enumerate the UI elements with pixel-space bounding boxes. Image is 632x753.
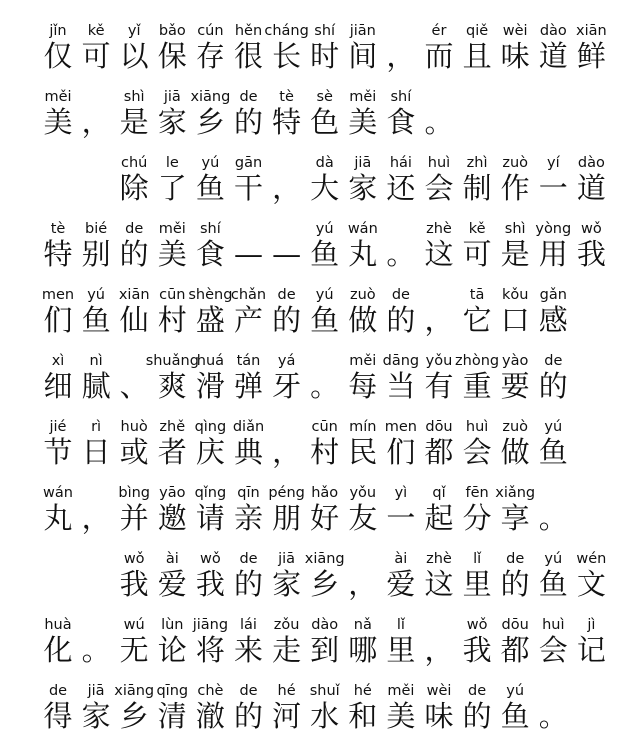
hanzi: 道 <box>538 39 568 73</box>
hanzi: 清 <box>157 699 187 733</box>
hanzi: 的 <box>233 105 263 139</box>
pinyin: tán <box>236 353 261 369</box>
pinyin: chè <box>197 683 224 699</box>
pinyin: de <box>239 683 258 699</box>
hanzi: 有 <box>424 369 454 403</box>
hanzi: 起 <box>424 501 454 535</box>
pinyin: ài <box>165 551 179 567</box>
pinyin: dà <box>315 155 334 171</box>
pinyin: lùn <box>161 617 184 633</box>
hanzi: 牙 <box>272 369 302 403</box>
hanzi: 口 <box>500 303 530 337</box>
hanzi: 以 <box>119 39 149 73</box>
pinyin: xiāng <box>114 683 155 699</box>
hanzi: 家 <box>157 105 187 139</box>
hanzi: 请 <box>195 501 225 535</box>
pinyin: xiāng <box>190 89 231 105</box>
text-line <box>0 8 632 74</box>
hanzi: 爱 <box>157 567 187 601</box>
hanzi: 特 <box>43 237 73 271</box>
hanzi: ， <box>272 435 302 469</box>
hanzi: 里 <box>462 567 492 601</box>
hanzi: 鱼 <box>538 435 568 469</box>
pinyin: jiā <box>278 551 296 567</box>
pinyin: de <box>277 287 296 303</box>
hanzi: 一 <box>538 171 568 205</box>
hanzi: 产 <box>233 303 263 337</box>
pinyin: gǎn <box>539 287 567 303</box>
hanzi: 文 <box>576 567 606 601</box>
hanzi: 制 <box>462 171 492 205</box>
pinyin: tā <box>469 287 485 303</box>
pinyin: fēn <box>465 485 489 501</box>
pinyin: yú <box>87 287 105 303</box>
pinyin: shì <box>123 89 145 105</box>
pinyin: qīn <box>237 485 260 501</box>
hanzi: 的 <box>386 303 416 337</box>
hanzi: 它 <box>462 303 492 337</box>
hanzi: 并 <box>119 501 149 535</box>
hanzi: 盛 <box>195 303 225 337</box>
pinyin: de <box>468 683 487 699</box>
pinyin: qǐ <box>432 485 446 501</box>
pinyin: yá <box>277 353 296 369</box>
pinyin: zhě <box>159 419 186 435</box>
hanzi: 得 <box>43 699 73 733</box>
hanzi: 的 <box>272 303 302 337</box>
pinyin: zhè <box>426 551 452 567</box>
hanzi: 特 <box>272 105 302 139</box>
pinyin: chǎn <box>230 287 267 303</box>
hanzi: 做 <box>500 435 530 469</box>
hanzi: 庆 <box>195 435 225 469</box>
hanzi: 每 <box>348 369 378 403</box>
hanzi: 。 <box>310 369 340 403</box>
hanzi: ， <box>81 501 111 535</box>
hanzi: 爽 <box>157 369 187 403</box>
pinyin: hé <box>277 683 296 699</box>
hanzi: 保 <box>157 39 187 73</box>
text-line <box>0 272 632 338</box>
pinyin: měi <box>158 221 186 237</box>
pinyin: mín <box>349 419 377 435</box>
hanzi: 的 <box>233 567 263 601</box>
pinyin: yǒu <box>349 485 377 501</box>
hanzi: 我 <box>119 567 149 601</box>
hanzi: 鱼 <box>500 699 530 733</box>
pinyin: kǒu <box>501 287 529 303</box>
hanzi: 。 <box>424 105 454 139</box>
hanzi: 村 <box>310 435 340 469</box>
hanzi: 仅 <box>43 39 73 73</box>
hanzi: 。 <box>81 633 111 667</box>
pinyin: chú <box>121 155 148 171</box>
pinyin: měi <box>349 89 377 105</box>
hanzi: 鱼 <box>310 237 340 271</box>
hanzi: 感 <box>538 303 568 337</box>
pinyin: lǐ <box>396 617 405 633</box>
hanzi: 很 <box>233 39 263 73</box>
hanzi: 家 <box>348 171 378 205</box>
hanzi: 作 <box>500 171 530 205</box>
hanzi: 食 <box>195 237 225 271</box>
pinyin: hěn <box>234 23 263 39</box>
pinyin: tè <box>279 89 294 105</box>
pinyin: shuǐ <box>309 683 340 699</box>
pinyin: dāng <box>382 353 420 369</box>
pinyin: yí <box>546 155 560 171</box>
hanzi: 别 <box>81 237 111 271</box>
hanzi: 腻 <box>81 369 111 403</box>
hanzi: 亲 <box>233 501 263 535</box>
hanzi: 鱼 <box>538 567 568 601</box>
pinyin: qǐng <box>194 485 227 501</box>
pinyin: huà <box>44 617 72 633</box>
pinyin: wán <box>347 221 378 237</box>
pinyin: wèi <box>426 683 452 699</box>
hanzi: ， <box>272 171 302 205</box>
pinyin: zǒu <box>273 617 300 633</box>
hanzi: 滑 <box>195 369 225 403</box>
pinyin: wǒ <box>581 221 602 237</box>
hanzi: 色 <box>310 105 340 139</box>
pinyin: xiān <box>576 23 607 39</box>
pinyin: shuǎng <box>145 353 199 369</box>
hanzi: 丸 <box>348 237 378 271</box>
pinyin: yǒu <box>425 353 453 369</box>
hanzi: 食 <box>386 105 416 139</box>
pinyin: cūn <box>159 287 186 303</box>
pinyin: kě <box>468 221 486 237</box>
hanzi: 是 <box>119 105 149 139</box>
hanzi: 是 <box>500 237 530 271</box>
pinyin: wú <box>123 617 145 633</box>
text-line <box>0 140 632 206</box>
hanzi: 味 <box>500 39 530 73</box>
pinyin: cūn <box>311 419 338 435</box>
hanzi: 干 <box>233 171 263 205</box>
hanzi: 乡 <box>310 567 340 601</box>
pinyin: jǐn <box>49 23 67 39</box>
hanzi: 鱼 <box>195 171 225 205</box>
pinyin: huì <box>465 419 489 435</box>
hanzi: 朋 <box>272 501 302 535</box>
pinyin: xì <box>51 353 65 369</box>
hanzi: 到 <box>310 633 340 667</box>
hanzi: 的 <box>233 699 263 733</box>
pinyin: dào <box>577 155 605 171</box>
pinyin: zhè <box>426 221 452 237</box>
pinyin: yú <box>201 155 220 171</box>
hanzi: 鱼 <box>81 303 111 337</box>
pinyin: zhòng <box>455 353 500 369</box>
pinyin: xiǎng <box>495 485 536 501</box>
hanzi: 们 <box>386 435 416 469</box>
pinyin: rì <box>91 419 102 435</box>
pinyin: nì <box>89 353 103 369</box>
pinyin: ér <box>431 23 447 39</box>
pinyin: jié <box>49 419 67 435</box>
pinyin: shí <box>390 89 412 105</box>
hanzi: 且 <box>462 39 492 73</box>
hanzi: 的 <box>500 567 530 601</box>
hanzi: 日 <box>81 435 111 469</box>
hanzi: 道 <box>576 171 606 205</box>
hanzi: 节 <box>43 435 73 469</box>
hanzi: ， <box>424 303 454 337</box>
pinyin: yú <box>544 551 563 567</box>
hanzi: 哪 <box>348 633 378 667</box>
pinyin: zhì <box>466 155 488 171</box>
pinyin: shí <box>314 23 336 39</box>
pinyin: diǎn <box>232 419 265 435</box>
pinyin: yú <box>315 221 334 237</box>
pinyin: zuò <box>502 419 529 435</box>
pinyin: huá <box>196 353 225 369</box>
hanzi: 。 <box>538 501 568 535</box>
pinyin: qiě <box>466 23 489 39</box>
hanzi: 水 <box>310 699 340 733</box>
hanzi: 可 <box>81 39 111 73</box>
pinyin: yāo <box>159 485 186 501</box>
pinyin: bǎo <box>158 23 186 39</box>
pinyin: yòng <box>535 221 572 237</box>
pinyin: jiān <box>349 23 376 39</box>
hanzi: 。 <box>386 237 416 271</box>
pinyin: měi <box>349 353 377 369</box>
pinyin: bié <box>85 221 108 237</box>
text-line <box>0 74 632 140</box>
pinyin: qīng <box>156 683 189 699</box>
pinyin: bìng <box>118 485 150 501</box>
pinyin: jiā <box>87 683 105 699</box>
hanzi: 我 <box>576 237 606 271</box>
pinyin: wén <box>576 551 607 567</box>
pinyin: cháng <box>264 23 309 39</box>
pinyin: dōu <box>501 617 529 633</box>
hanzi: 走 <box>272 633 302 667</box>
pinyin: shì <box>504 221 526 237</box>
pinyin: dōu <box>425 419 453 435</box>
hanzi: 会 <box>462 435 492 469</box>
hanzi: 时 <box>310 39 340 73</box>
hanzi: 家 <box>81 699 111 733</box>
hanzi: 会 <box>424 171 454 205</box>
hanzi: 的 <box>538 369 568 403</box>
pinyin: péng <box>268 485 305 501</box>
pinyin: měi <box>387 683 415 699</box>
pinyin: zuò <box>349 287 376 303</box>
hanzi: 要 <box>500 369 530 403</box>
pinyin: yú <box>544 419 563 435</box>
pinyin: sè <box>316 89 333 105</box>
hanzi: 美 <box>157 237 187 271</box>
pinyin: huì <box>427 155 451 171</box>
hanzi: 村 <box>157 303 187 337</box>
pinyin: hǎo <box>311 485 339 501</box>
pinyin: de <box>125 221 144 237</box>
hanzi: 家 <box>272 567 302 601</box>
pinyin: yào <box>502 353 529 369</box>
hanzi: 、 <box>119 369 149 403</box>
hanzi: 细 <box>43 369 73 403</box>
hanzi: 用 <box>538 237 568 271</box>
hanzi: 爱 <box>386 567 416 601</box>
hanzi: 美 <box>43 105 73 139</box>
pinyin: wèi <box>502 23 528 39</box>
pinyin: nǎ <box>353 617 372 633</box>
hanzi: 这 <box>424 567 454 601</box>
hanzi: 记 <box>576 633 606 667</box>
pinyin: jiā <box>354 155 372 171</box>
hanzi: 味 <box>424 699 454 733</box>
hanzi: 美 <box>386 699 416 733</box>
hanzi: 会 <box>538 633 568 667</box>
hanzi: 者 <box>157 435 187 469</box>
pinyin: huì <box>542 617 565 633</box>
text-line <box>0 602 632 668</box>
hanzi: 做 <box>348 303 378 337</box>
hanzi: ， <box>81 105 111 139</box>
pinyin: lái <box>240 617 257 633</box>
hanzi: 一 <box>386 501 416 535</box>
hanzi: 鱼 <box>310 303 340 337</box>
hanzi: 而 <box>424 39 454 73</box>
pinyin: qìng <box>194 419 227 435</box>
hanzi: 或 <box>119 435 149 469</box>
pinyin: dào <box>539 23 567 39</box>
pinyin: shèng <box>188 287 233 303</box>
hanzi: 重 <box>462 369 492 403</box>
hanzi: 乡 <box>119 699 149 733</box>
pinyin: jiā <box>163 89 181 105</box>
pinyin: ài <box>394 551 408 567</box>
hanzi: 澈 <box>195 699 225 733</box>
pinyin-text-document <box>0 8 632 734</box>
pinyin: yú <box>506 683 525 699</box>
hanzi: 无 <box>119 633 149 667</box>
hanzi: 鲜 <box>576 39 606 73</box>
hanzi: 友 <box>348 501 378 535</box>
hanzi: 的 <box>462 699 492 733</box>
pinyin: tè <box>50 221 66 237</box>
hanzi: 除 <box>119 171 149 205</box>
hanzi: 可 <box>462 237 492 271</box>
hanzi: — <box>272 237 302 271</box>
hanzi: 和 <box>348 699 378 733</box>
hanzi: 典 <box>233 435 263 469</box>
hanzi: 民 <box>348 435 378 469</box>
pinyin: de <box>391 287 410 303</box>
hanzi: 当 <box>386 369 416 403</box>
hanzi: 河 <box>272 699 302 733</box>
hanzi: 将 <box>195 633 225 667</box>
pinyin: men <box>384 419 418 435</box>
hanzi: 的 <box>119 237 149 271</box>
hanzi: 长 <box>272 39 302 73</box>
pinyin: wǒ <box>466 617 488 633</box>
pinyin: xiāng <box>304 551 345 567</box>
hanzi: 乡 <box>195 105 225 139</box>
pinyin: shí <box>200 221 221 237</box>
pinyin: men <box>41 287 75 303</box>
hanzi: ， <box>348 567 378 601</box>
pinyin: de <box>48 683 68 699</box>
hanzi: 美 <box>348 105 378 139</box>
hanzi: ， <box>424 633 454 667</box>
text-line <box>0 536 632 602</box>
pinyin: huò <box>120 419 148 435</box>
pinyin: yú <box>315 287 334 303</box>
text-line <box>0 668 632 734</box>
hanzi: 们 <box>43 303 73 337</box>
pinyin: wǒ <box>200 551 221 567</box>
pinyin: xiān <box>118 287 150 303</box>
hanzi: 邀 <box>157 501 187 535</box>
hanzi: 大 <box>310 171 340 205</box>
hanzi: 了 <box>157 171 187 205</box>
pinyin: kě <box>87 23 105 39</box>
pinyin: hé <box>353 683 372 699</box>
hanzi: 丸 <box>43 501 73 535</box>
hanzi: 享 <box>500 501 530 535</box>
hanzi: 我 <box>195 567 225 601</box>
hanzi: 弹 <box>233 369 263 403</box>
pinyin: yì <box>394 485 408 501</box>
text-line <box>0 404 632 470</box>
pinyin: jiāng <box>192 617 229 633</box>
pinyin: de <box>506 551 525 567</box>
text-line <box>0 338 632 404</box>
pinyin: dào <box>311 617 339 633</box>
hanzi: 间 <box>348 39 378 73</box>
hanzi: 都 <box>500 633 530 667</box>
hanzi: 化 <box>43 633 73 667</box>
hanzi: 。 <box>538 699 568 733</box>
hanzi: 来 <box>233 633 263 667</box>
pinyin: wán <box>43 485 73 501</box>
pinyin: yǐ <box>127 23 141 39</box>
pinyin: cún <box>197 23 224 39</box>
hanzi: 我 <box>462 633 492 667</box>
pinyin: de <box>544 353 563 369</box>
pinyin: jì <box>587 617 596 633</box>
hanzi: — <box>234 237 263 271</box>
pinyin: lǐ <box>473 551 482 567</box>
hanzi: 分 <box>462 501 492 535</box>
text-line <box>0 470 632 536</box>
hanzi: 仙 <box>119 303 149 337</box>
pinyin: wǒ <box>123 551 145 567</box>
pinyin: de <box>239 551 258 567</box>
pinyin: de <box>239 89 258 105</box>
pinyin: hái <box>389 155 412 171</box>
hanzi: 里 <box>386 633 416 667</box>
hanzi: 这 <box>424 237 454 271</box>
pinyin: gān <box>234 155 263 171</box>
pinyin: měi <box>44 89 72 105</box>
hanzi: ， <box>386 39 416 73</box>
pinyin: le <box>165 155 179 171</box>
hanzi: 论 <box>157 633 187 667</box>
text-line <box>0 206 632 272</box>
hanzi: 还 <box>386 171 416 205</box>
hanzi: 都 <box>424 435 454 469</box>
pinyin: zuò <box>502 155 529 171</box>
hanzi: 好 <box>310 501 340 535</box>
hanzi: 存 <box>195 39 225 73</box>
